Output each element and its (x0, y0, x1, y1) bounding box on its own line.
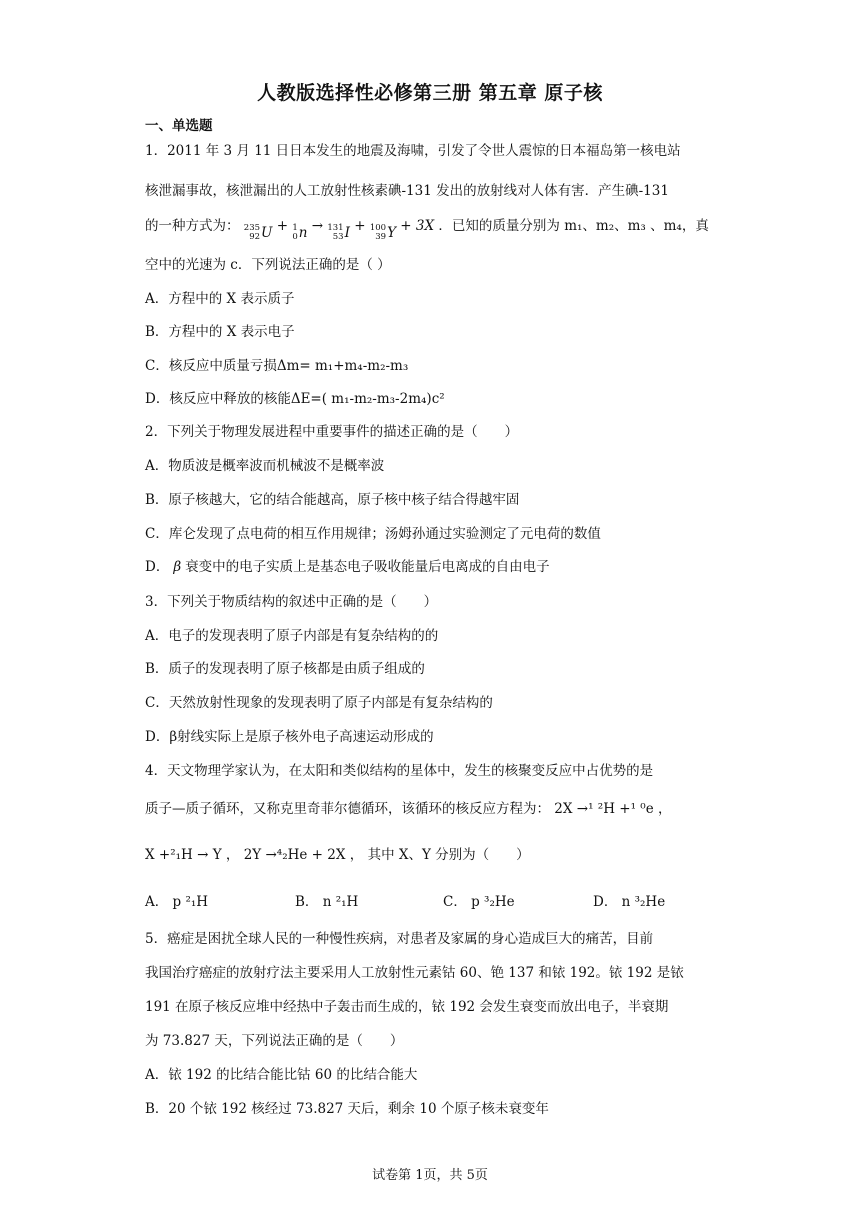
q2-option-a: A．物质波是概率波而机械波不是概率波 (145, 458, 385, 474)
q3-option-a: A．电子的发现表明了原子内部是有复杂结构的的 (145, 628, 439, 644)
q3-option-d: D．β射线实际上是原子核外电子高速运动形成的 (145, 729, 434, 745)
q1-line4: 空中的光速为 c．下列说法正确的是（ ） (145, 257, 391, 273)
nuclide-neutron: 1 0 n (292, 223, 308, 242)
q4-line1: 4．天文物理学家认为，在太阳和类似结构的星体中，发生的核聚变反应中占优势的是 (145, 763, 654, 779)
q1-line3-suffix: ．已知的质量分别为 m₁、m₂、m₃ 、m₄，真 (438, 218, 709, 234)
q4-option-c: C． p ³₂He (443, 894, 515, 910)
page-footer: 试卷第 1页，共 5页 (372, 1168, 488, 1183)
nuclide-u235: 235 92 U (243, 223, 273, 242)
q5-option-b: B．20 个铱 192 核经过 73.827 天后，剩余 10 个原子核未衰变年 (145, 1101, 549, 1117)
q2-option-b: B．原子核越大，它的结合能越高，原子核中核子结合得越牢固 (145, 492, 520, 508)
page-title: 人教版选择性必修第三册 第五章 原子核 (257, 82, 603, 104)
section-heading: 一、单选题 (145, 118, 213, 134)
q3-stem: 3．下列关于物质结构的叙述中正确的是（ ） (145, 594, 438, 610)
q4-equation-2: X +²₁H → Y ， 2Y →⁴₂He + 2X ， (145, 847, 364, 863)
q1-line3: 的一种方式为： 235 92 U + 1 0 n → 131 53 I + 100 39 Y + 3X ．已知的质量分别为 m₁、m₂、m₃ 、m₄，真 (145, 218, 709, 242)
q5-line2: 我国治疗癌症的放射疗法主要采用人工放射性元素钴 60、铯 137 和铱 192。铱 192 是铱 (145, 965, 684, 981)
q5-line3: 191 在原子核反应堆中经热中子轰击而生成的，铱 192 会发生衰变而放出电子，半衰期 (145, 999, 669, 1015)
q1-line3-prefix: 的一种方式为： (145, 218, 240, 234)
q1-line2: 核泄漏事故，核泄漏出的人工放射性核素碘-131 发出的放射线对人体有害．产生碘-131 (145, 183, 669, 199)
q5-line4: 为 73.827 天，下列说法正确的是（ ） (145, 1033, 404, 1049)
q1-option-b: B．方程中的 X 表示电子 (145, 324, 295, 340)
q1-line1: 1．2011 年 3 月 11 日日本发生的地震及海啸，引发了令世人震惊的日本福岛第一核电站 (145, 143, 681, 159)
beta-symbol: β (173, 559, 182, 575)
q3-option-c: C．天然放射性现象的发现表明了原子内部是有复杂结构的 (145, 695, 493, 711)
q4-options (145, 890, 715, 910)
q4-line3: X +²₁H → Y ， 2Y →⁴₂He + 2X ， 其中 X、Y 分别为（ ） (145, 847, 530, 863)
q4-line2: 质子—质子循环，又称克里奇菲尔德循环，该循环的核反应方程为： 2X →¹ ²H +¹ ⁰e ， (145, 801, 672, 817)
q2-stem: 2．下列关于物理发展进程中重要事件的描述正确的是（ ） (145, 424, 519, 440)
equation-tail: + 3X (400, 218, 435, 234)
q4-equation-1: 2X →¹ ²H +¹ ⁰e ， (554, 801, 672, 817)
q5-option-a: A．铱 192 的比结合能比钴 60 的比结合能大 (145, 1067, 418, 1083)
q1-option-c: C．核反应中质量亏损Δm= m₁+m₄-m₂-m₃ (145, 358, 409, 374)
nuclide-i131: 131 53 I (327, 223, 350, 242)
q1-option-d: D．核反应中释放的核能ΔE=( m₁-m₂-m₃-2m₄)c² (145, 391, 445, 407)
q4-option-a: A． p ²₁H (145, 894, 209, 910)
q3-option-b: B．质子的发现表明了原子核都是由质子组成的 (145, 661, 425, 677)
q4-option-b: B． n ²₁H (295, 894, 359, 910)
q5-line1: 5．癌症是困扰全球人民的一种慢性疾病，对患者及家属的身心造成巨大的痛苦，目前 (145, 931, 654, 947)
q4-option-d: D． n ³₂He (593, 894, 666, 910)
q2-option-c: C．库仑发现了点电荷的相互作用规律；汤姆孙通过实验测定了元电荷的数值 (145, 526, 601, 542)
q1-option-a: A．方程中的 X 表示质子 (145, 291, 295, 307)
nuclide-y100: 100 39 Y (369, 223, 396, 242)
q2-option-d: D． β 衰变中的电子实质上是基态电子吸收能量后电离成的自由电子 (145, 559, 550, 575)
